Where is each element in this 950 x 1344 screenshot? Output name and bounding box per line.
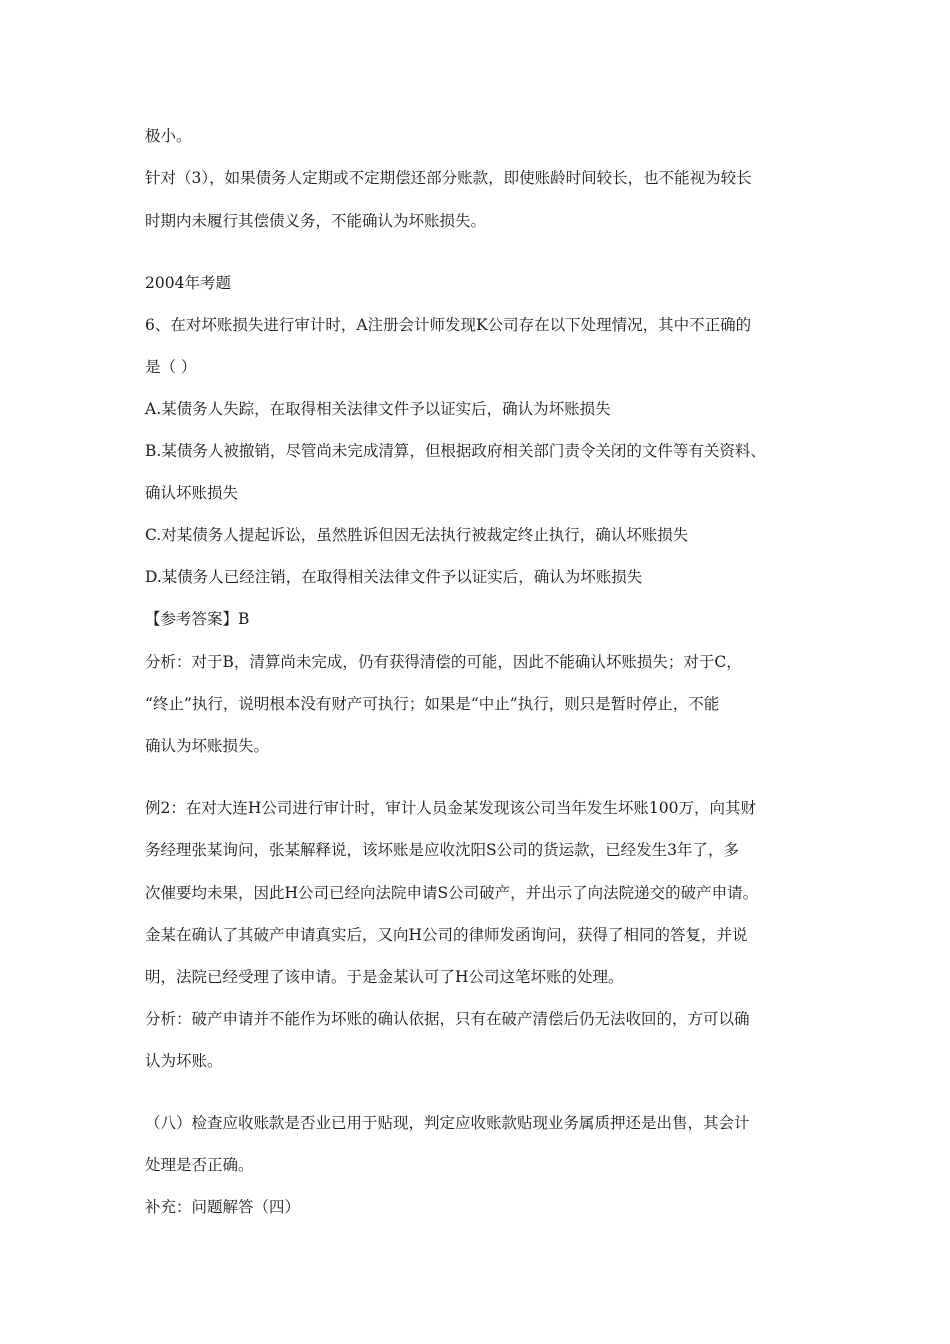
question-stem: 是（ ） bbox=[145, 358, 197, 376]
example-text: 金某在确认了其破产申请真实后，又向H公司的律师发函询问，获得了相同的答复，并说 bbox=[145, 926, 748, 944]
analysis-text: 分析：破产申请并不能作为坏账的确认依据，只有在破产清偿后仍无法收回的，方可以确 bbox=[145, 1010, 750, 1028]
section-text: 处理是否正确。 bbox=[145, 1156, 254, 1174]
question-stem: 6、在对坏账损失进行审计时，A注册会计师发现K公司存在以下处理情况，其中不正确的 bbox=[145, 316, 752, 334]
option-a: A.某债务人失踪，在取得相关法律文件予以证实后，确认为坏账损失 bbox=[145, 400, 611, 418]
option-c: C.对某债务人提起诉讼，虽然胜诉但因无法执行被裁定终止执行，确认坏账损失 bbox=[145, 526, 689, 544]
supplement-heading: 补充：问题解答（四） bbox=[145, 1198, 301, 1216]
analysis-text: 认为坏账。 bbox=[145, 1052, 223, 1070]
example-text: 务经理张某询问，张某解释说，该坏账是应收沈阳S公司的货运款，已经发生3年了，多 bbox=[145, 841, 739, 859]
option-b: B.某债务人被撤销，尽管尚未完成清算，但根据政府相关部门责令关闭的文件等有关资料、 bbox=[145, 442, 766, 460]
analysis-text: “终止”执行，说明根本没有财产可执行；如果是“中止”执行，则只是暂时停止，不能 bbox=[145, 695, 720, 713]
section-heading: 2004年考题 bbox=[145, 274, 231, 292]
analysis-text: 分析：对于B，清算尚未完成，仍有获得清偿的可能，因此不能确认坏账损失；对于C， bbox=[145, 653, 742, 671]
analysis-text: 确认为坏账损失。 bbox=[145, 737, 270, 755]
option-d: D.某债务人已经注销，在取得相关法律文件予以证实后，确认为坏账损失 bbox=[145, 568, 643, 586]
text-line: 极小。 bbox=[145, 127, 192, 145]
example-text: 明，法院已经受理了该申请。于是金某认可了H公司这笔坏账的处理。 bbox=[145, 968, 624, 986]
reference-answer: 【参考答案】B bbox=[145, 610, 250, 628]
text-line: 针对（3），如果债务人定期或不定期偿还部分账款，即使账龄时间较长，也不能视为较长 bbox=[145, 169, 752, 187]
section-text: （八）检查应收账款是否业已用于贴现，判定应收账款贴现业务属质押还是出售，其会计 bbox=[145, 1114, 750, 1132]
text-line: 时期内未履行其偿债义务，不能确认为坏账损失。 bbox=[145, 212, 487, 230]
option-b: 确认坏账损失 bbox=[145, 484, 239, 502]
example-text: 次催要均未果，因此H公司已经向法院申请S公司破产，并出示了向法院递交的破产申请。 bbox=[145, 884, 759, 902]
example-text: 例2：在对大连H公司进行审计时，审计人员金某发现该公司当年发生坏账100万，向其财 bbox=[145, 799, 756, 817]
